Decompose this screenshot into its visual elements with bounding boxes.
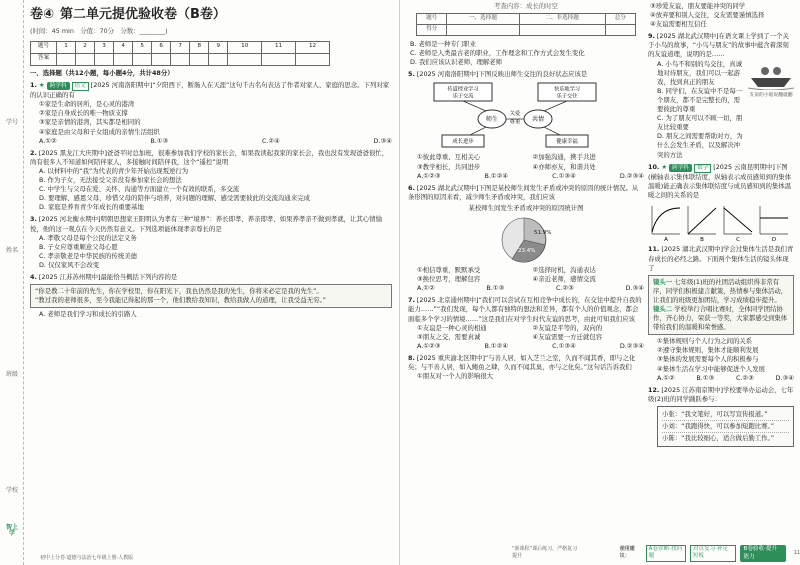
q7-option-1: A.①②③ [417, 341, 441, 350]
table-head-cell: 7 [171, 41, 190, 53]
q5-options [408, 172, 644, 181]
subject-tag: 语文 [72, 82, 89, 92]
subject-tag: 数学 [694, 164, 711, 174]
table-head-cell: 5 [133, 41, 152, 53]
boat-caption: 友谊的小船说翻就翻 [749, 92, 793, 98]
score-head-cell: 总分 [605, 14, 635, 25]
table-head-cell: 1 [57, 41, 76, 53]
question-2: 2. [2025 黑龙江大庆期中]爸爸平时总加班，很难参加我们学校的家长会，如果我读起我家的家长会，我也没有发现爸爸很忙，尚有很多人不知道如何陪伴家人，多接触时间陪伴我，这个“遥控”说明 A. 以材料中的“我”为代表的青少年开始出现叛逆行为 B. 作为子女，无法接受父亲没有参加家长会的想法 C. 中学生与父母在爱、关怀、沟通等方面建立一个有效的联系，多交流 D. 要理解、感恩父母，珍惜父母的陪伴与培养，对问题的理解、感受需要彼此的交流沟通来完成 D. 家庭是养育青少年成长的重要基地 [30, 149, 392, 213]
section-choice: 一、选择题（共12小题，每小题4分，共计48分） [30, 68, 174, 77]
table-head-cell: 4 [114, 41, 133, 53]
graph-b [688, 206, 716, 234]
paper-header [30, 6, 392, 24]
table-head-cell: 10 [228, 41, 262, 53]
q7-option-3: C.①③④ [552, 341, 576, 350]
score-head-cell: 二、非选择题 [519, 14, 605, 25]
answer-cell[interactable] [114, 53, 133, 65]
q11-option-2: B.①③ [696, 373, 715, 382]
score-cell[interactable] [605, 25, 635, 36]
answer-cell[interactable] [171, 53, 190, 65]
diagram-center-right: 共情 [531, 116, 545, 124]
q1-options [30, 137, 392, 146]
q4-option-1: B. 老师是一种专门职业 [410, 40, 476, 49]
graph-label-c: C [736, 237, 740, 243]
diagram-node-1: 传道授业学习 [447, 86, 479, 93]
q6-item-2: ②选择时机，沟通表达 [532, 266, 596, 275]
q4-option-3: D. 我们应该认识老师，理解老师 [410, 58, 503, 67]
q8-continued-items [648, 2, 794, 29]
q11-items [648, 337, 794, 373]
graph-c [724, 206, 752, 234]
school-label: 学校 [6, 487, 19, 494]
score-row-label: 得分 [417, 25, 447, 36]
q3-item-3: C. 孝亲敬老是中华民族的传统美德 [39, 251, 137, 260]
table-head-cell: 9 [209, 41, 228, 53]
q11-item-4: ④集体生活在学习中能够促进个人发展 [657, 364, 765, 373]
q11-item-1: ①集体规则与个人行为之间的关系 [657, 337, 753, 346]
q3-item-2: B. 子女应尊重顺意父母心愿 [39, 242, 118, 251]
question-6: 6. [2025 湖北武汉期中]下图是某校师生间发生矛盾或冲突的原因的统计情况。从条形图的原因来看，减少师生矛盾或冲突，我们应该 某校师生间发生矛盾或冲突的原因统计图 51.9% 23.4% ①相信尊重，默默承受 ②选择时机，沟通表达 ③换位思考，理解包容 ④亲近老师，感情交流 A.①② B.①③ C.②③ D.③④ [408, 183, 644, 293]
q9-item-2: B. 同学们，在友谊中不是每一个朋友，都不是完整长的，需要彼此的尊重 [657, 86, 743, 114]
answer-cell[interactable] [190, 53, 209, 65]
q8-item-cont-3: ④友谊需要相互信任 [650, 20, 707, 29]
q9-item-1: A. 小鸟不和别的鸟交往，真诚地对待朋友，我们可以一起游戏，找到真正的朋友 [657, 59, 743, 86]
q5-option-4: D.②③④ [619, 171, 644, 180]
q12-dialogue [657, 406, 794, 447]
right-col-left [408, 0, 644, 565]
q6-pie-chart [424, 214, 624, 266]
q7-item-2: ②友谊是平等的，双向的 [532, 323, 603, 332]
q8-items [408, 372, 644, 381]
q9-items [648, 60, 745, 160]
q11-options [648, 374, 794, 383]
brand-logo: 智上学 [6, 524, 19, 538]
q1-item-2: ②家是自身成长的唯一物质支撑 [39, 109, 128, 118]
q6-items [408, 266, 644, 284]
table-row-label: 答案 [31, 53, 57, 65]
table-head-cell: 12 [296, 41, 330, 53]
q5-diagram [420, 81, 610, 153]
q3-item-4: D. 仅仅家风不会改变 [39, 260, 100, 269]
q5-items [408, 153, 644, 171]
q4-continued-options [408, 40, 644, 67]
question-4: 4. [2025 江苏苏州期中]最能恰当概括下列内容的是 “你是教二十年前的先生，你在学校里，你在阳光下，我也仍然是我的先生，你将来必定是我的先生”。 “教过我的老师很多，至今我能记得起的那一个，他们教给我知识，教给我做人的道理，让我受益无穷。” A. 老师是我们学习和成长的引路人 [30, 273, 392, 319]
table-head-cell: 2 [76, 41, 95, 53]
paper-badge: 卷④ [30, 7, 55, 22]
answer-cell[interactable] [296, 53, 330, 65]
q3-items [30, 234, 392, 270]
question-1: 1. ★ 跨学科 语文 [2025 河南洛阳期中]“夕阳西下，断肠人在天涯”这句千古名句表达了作者对家人、家庭的思念。下列对家的认识正确的有 ①家是生命的居所，是心灵的港湾 ②家是自身成长的唯一物质支撑 ③家是亲情的港湾，其实都是相同的 ④家庭是由父母和子女组成的亲情生活组织 A.①② B.①③ C.②④ D.③④ [30, 80, 392, 145]
answer-table [30, 41, 330, 66]
answer-cell[interactable] [95, 53, 114, 65]
question-7: 7. [2025 北京通州期中]“我们可以尝试在互相竞争中成长的，在交往中提升自我的能力……”“我们发现，每个人都有独特的想法和差异，都有个人的价值观念，都会面临多个学习的情境……”这是我们在对学生时代友谊的思考，由此可知我们应该 ①友谊是一种心灵的相通 ②友谊是平等的，双向的 ③朋友之交，需要真诚 ④友谊需要一方迁就包容 A.①②③ B.①②④ C.①③④ D.②③④ [408, 296, 644, 350]
q5-option-1: A.①②③ [417, 171, 441, 180]
svg-text:乐于交往: 乐于交往 [556, 93, 578, 100]
q5-item-2: ②加强沟通，携手共进 [532, 153, 596, 162]
q2-item-5: D. 家庭是养育青少年成长的重要基地 [39, 203, 144, 212]
diagram-center-left: 师生 [485, 116, 499, 124]
q1-option-3: C.②④ [261, 136, 280, 145]
table-head-cell: 6 [152, 41, 171, 53]
q4-option-2: C. 老师是人类最古老的职业，工作理念和工作方式会发生变化 [410, 49, 585, 58]
paper-meta: (时间：45 min 分值：70分 分数：________) [30, 27, 168, 36]
left-content [30, 0, 392, 565]
right-page [400, 0, 800, 565]
q8-item-1: ①朋友对一个人的影响很大 [417, 372, 494, 381]
question-3: 3. [2025 河北衡水期中]明朝思想家王阳明认为孝有三种“境界”：养长即孝，养亲即孝，如果养孝亲不做到孝就，让其心情愉悦，他的这一观点在今天仍然有意义。下列选项能体现孝亲尊长的是 A. 孝敬父母是每个公民的法定义务 B. 子女应尊重顺意父母心愿 C. 孝亲敬老是中华民族的传统美德 D. 仅仅家风不会改变 [30, 215, 392, 270]
score-table [416, 13, 636, 36]
q3-item-1: A. 孝敬父母是每个公民的法定义务 [39, 233, 137, 242]
scope-title: 考查内容：成长的时空 [494, 2, 558, 10]
q9-item-4: D. 朋友之间需要帮助对方，为什么会发生矛盾，以及解决冲突的方法 [657, 132, 743, 159]
q4-items [30, 310, 392, 319]
q5-item-3: ③教学相长，共同进步 [417, 162, 481, 171]
svg-text:尊重: 尊重 [509, 119, 521, 126]
cross-subject-tag: 跨学科 [669, 164, 692, 172]
answer-cell[interactable] [76, 53, 95, 65]
question-10: 10. ★ 跨学科 数学 [2025 云南昆明期中]下图(横轴表示集体联结度，纵轴表示成员感知到的集体温暖)能正确表示集体联结度与成员感知到的集体温暖之间的关系的是 A B C D [648, 163, 794, 243]
q1-option-1: A.①② [39, 136, 57, 145]
q1-option-2: B.①③ [150, 136, 169, 145]
q12-line-2: 小刘：“我跑得快，可以参加短跑比赛。” [662, 421, 789, 433]
page-number: 11 [793, 549, 800, 556]
q9-item-3: C. 为了朋友可以不顾一切，朋友比较重要 [657, 114, 743, 132]
q10-graphs [648, 202, 794, 242]
q7-item-4: ④友谊需要一方迁就包容 [532, 332, 603, 341]
q7-options [408, 342, 644, 351]
table-head-cell: 11 [262, 41, 296, 53]
q7-option-2: B.①②④ [484, 341, 509, 350]
answer-table-row [31, 53, 330, 65]
q5-option-2: B.①②④ [484, 171, 509, 180]
score-head-cell: 一、选择题 [447, 14, 519, 25]
table-head-cell: 3 [95, 41, 114, 53]
cross-subject-tag: 跨学科 [47, 82, 70, 90]
question-9: 9. [2025 湖北武汉期中]在语文课上学到了一个关于小鸟的故事，“小鸟与朋友”的故事中蕴含着深刻的友谊道理，说明的是…… A. 小鸟不和别的鸟交往，真诚地对待朋友，我们可以一起游戏，找到真正的朋友 B. 同学们，在友谊中不是每一个朋友，都不是完整长的，需要彼此的尊重 C. 为了朋友可以不顾一切，朋友比较重要 D. 朋友之间需要帮助对方，为什么会发生矛盾，以及解决冲突的方法 友谊的小船说翻就翻 [648, 32, 793, 159]
q6-option-2: B.①③ [486, 284, 505, 293]
score-head-cell: 题号 [417, 14, 447, 25]
q6-option-4: D.③④ [625, 284, 644, 293]
q7-item-1: ①友谊是一种心灵的相通 [417, 323, 487, 332]
table-head-cell: 题号 [31, 41, 57, 53]
q12-line-1: 小张：“我文笔好，可以写宣传报道。” [662, 409, 789, 421]
question-5: 5. [2025 河南洛阳期中]下图反映出师生交往的良好状态应该是 传道授业学习 乐于交流 快乐地学习 乐于交往 师生 共情 关爱 尊重 成长进步 健康幸福 ①彼此尊重、互相关心 ②加强沟通，携手共进 ③教学相长，共同进步 ④亦师亦友，和谐共处 A.①②③ B.①②④ C.①③④ D.②③④ [408, 70, 644, 180]
pie-label-b: 23.4% [518, 248, 536, 255]
answer-table-head [31, 41, 330, 53]
graph-d [760, 206, 788, 234]
q4-item-1: A. 老师是我们学习和成长的引路人 [39, 310, 137, 319]
answer-cell[interactable] [262, 53, 296, 65]
q2-item-2: B. 作为子女，无法接受父亲没有参加家长会的想法 [39, 176, 182, 185]
q2-item-1: A. 以材料中的“我”为代表的青少年开始出现叛逆行为 [39, 166, 189, 175]
q12-line-3: 小陈：“我比较细心，适合做后勤工作。” [662, 434, 775, 443]
binding-strip [0, 0, 24, 565]
diagram-node-2: 快乐地学习 [554, 86, 580, 93]
q6-item-3: ③换位思考，理解包容 [417, 275, 481, 284]
q11-option-4: D.③④ [775, 373, 794, 382]
q5-item-4: ④亦师亦友，和谐共处 [532, 162, 596, 171]
graph-label-a: A [664, 237, 668, 243]
question-12: 12. [2025 江苏南京期中]学校要举办运动会，七年级(2)班的同学踊跃参与： 小张：“我文笔好，可以写宣传报道。” 小刘：“我跑得快，可以参加短跑比赛。” 小陈：“我比较细心，适合做后勤工作。” [648, 386, 794, 447]
class-label: 班级 [6, 371, 19, 378]
q2-item-4: D. 要理解、感恩父母，珍惜父母的陪伴与培养，对问题的理解、感受需要彼此的交流沟通来完成 [39, 194, 310, 203]
question-8: 8. [2025 重庆渝北区期中]“与善人居，如入芝兰之室，久而不闻其香，即与之化矣；与不善人居，如入鲍鱼之肆，久而不闻其臭，亦与之化矣。”这句话告诉我们 ①朋友对一个人的影响很大 [408, 354, 644, 381]
right-col-right [648, 0, 794, 535]
score-cell[interactable] [447, 25, 519, 36]
q6-item-4: ④亲近老师，感情交流 [532, 275, 596, 284]
student-id-label: 学号 [6, 119, 19, 126]
diagram-node-4: 健康幸福 [556, 139, 578, 146]
q11-item-2: ②遵守集体规则，集体才能顺利发展 [657, 346, 759, 355]
boat-illustration [748, 60, 794, 90]
q7-item-3: ③朋友之交，需要真诚 [417, 332, 481, 341]
q1-item-3: ③家是亲情的港湾，其实都是相同的 [39, 118, 141, 127]
q1-item-4: ④家庭是由父母和子女组成的亲情生活组织 [39, 127, 160, 136]
answer-cell[interactable] [133, 53, 152, 65]
q4-quote: “你是教二十年前的先生，你在学校里，你在阳光下，我也仍然是我的先生，你将来必定是我的先生”。 “教过我的老师很多，至今我能记得起的那一个，他们教给我知识，教给我做人的道理，让我受益无穷。” [30, 284, 392, 308]
q5-item-1: ①彼此尊重、互相关心 [417, 153, 481, 162]
graph-label-b: B [700, 237, 704, 243]
diagram-mid: 关爱 [509, 111, 521, 118]
answer-cell[interactable] [209, 53, 228, 65]
graph-label-d: D [771, 237, 777, 243]
score-cell[interactable] [519, 25, 605, 36]
q1-option-4: D.③④ [373, 136, 392, 145]
q1-items [30, 100, 392, 136]
answer-cell[interactable] [152, 53, 171, 65]
q11-option-3: C.②③ [735, 373, 754, 382]
q1-item-1: ①家是生命的居所，是心灵的港湾 [39, 100, 135, 109]
q8-item-cont-1: ③珍爱友谊，朋友要能冲突的同学 [650, 2, 746, 10]
q6-options [408, 284, 644, 293]
pie-label-a: 51.9% [534, 230, 552, 237]
q5-option-3: C.①③④ [552, 171, 576, 180]
svg-text:乐于交流: 乐于交流 [452, 93, 474, 100]
answer-cell[interactable] [228, 53, 262, 65]
left-footer: 初中上分卷·道德与法治七年级上册·人教版 [40, 554, 134, 561]
q6-item-1: ①相信尊重，默默承受 [417, 266, 481, 275]
diagram-node-3: 成长进步 [452, 139, 474, 146]
question-11: 11. [2025 湖北武汉期中]学会过集体生活是我们青春成长的必经之路。下面两个集体生活的镜头体现了 镜头一 七年级(1)班的社团活动组织得非常有序，同学们积极建言献策，热情参与集体活动，让我们的班级更加团结，学习成绩稳步提升。 镜头二 学校举行合唱比赛时，全体同学团结协作，齐心协力，荣获一等奖，大家都感受到集体带给我们的温暖和荣誉感。 ①集体规则与个人行为之间的关系 ②遵守集体规则，集体才能顺利发展 ③集体的发展需要每个人的积极参与 ④集体生活在学习中能够促进个人发展 A.①② B.①③ C.②③ D.③④ [648, 245, 794, 382]
q2-items [30, 167, 392, 212]
q11-option-1: A.①② [657, 373, 675, 382]
paper-title: 第二单元提优验收卷（B卷） [60, 7, 226, 22]
graph-a [652, 206, 680, 234]
q6-chart-title: 某校师生间发生矛盾或冲突的原因统计图 [468, 203, 584, 212]
q7-option-4: D.②③④ [619, 341, 644, 350]
right-footer: “新课程”课后练习，严格复习提升 使用建议： A卷诊断·找问题 对点复习·补足短板 B卷验收·提升能力 11 [512, 545, 800, 561]
q2-item-3: C. 中学生与父母在爱、关怀、沟通等方面建立一个有效的联系，多交流 [39, 185, 240, 194]
q11-shots: 镜头一 七年级(1)班的社团活动组织得非常有序，同学们积极建言献策，热情参与集体活动，让我们的班级更加团结，学习成绩稳步提升。 镜头二 学校举行合唱比赛时，全体同学团结协作，齐心协力，荣获一等奖，大家都感受到集体带给我们的温暖和荣誉感。 [648, 275, 794, 336]
q6-option-3: C.②③ [555, 284, 574, 293]
q8-item-cont-2: ④放弃要和别人交往，交友需要谨慎选择 [650, 11, 765, 20]
q7-items [408, 324, 644, 342]
q11-item-3: ③集体的发展需要每个人的积极参与 [657, 355, 759, 364]
q6-option-1: A.①② [417, 284, 435, 293]
name-label: 姓名 [6, 247, 19, 254]
answer-cell[interactable] [57, 53, 76, 65]
table-head-cell: 8 [190, 41, 209, 53]
